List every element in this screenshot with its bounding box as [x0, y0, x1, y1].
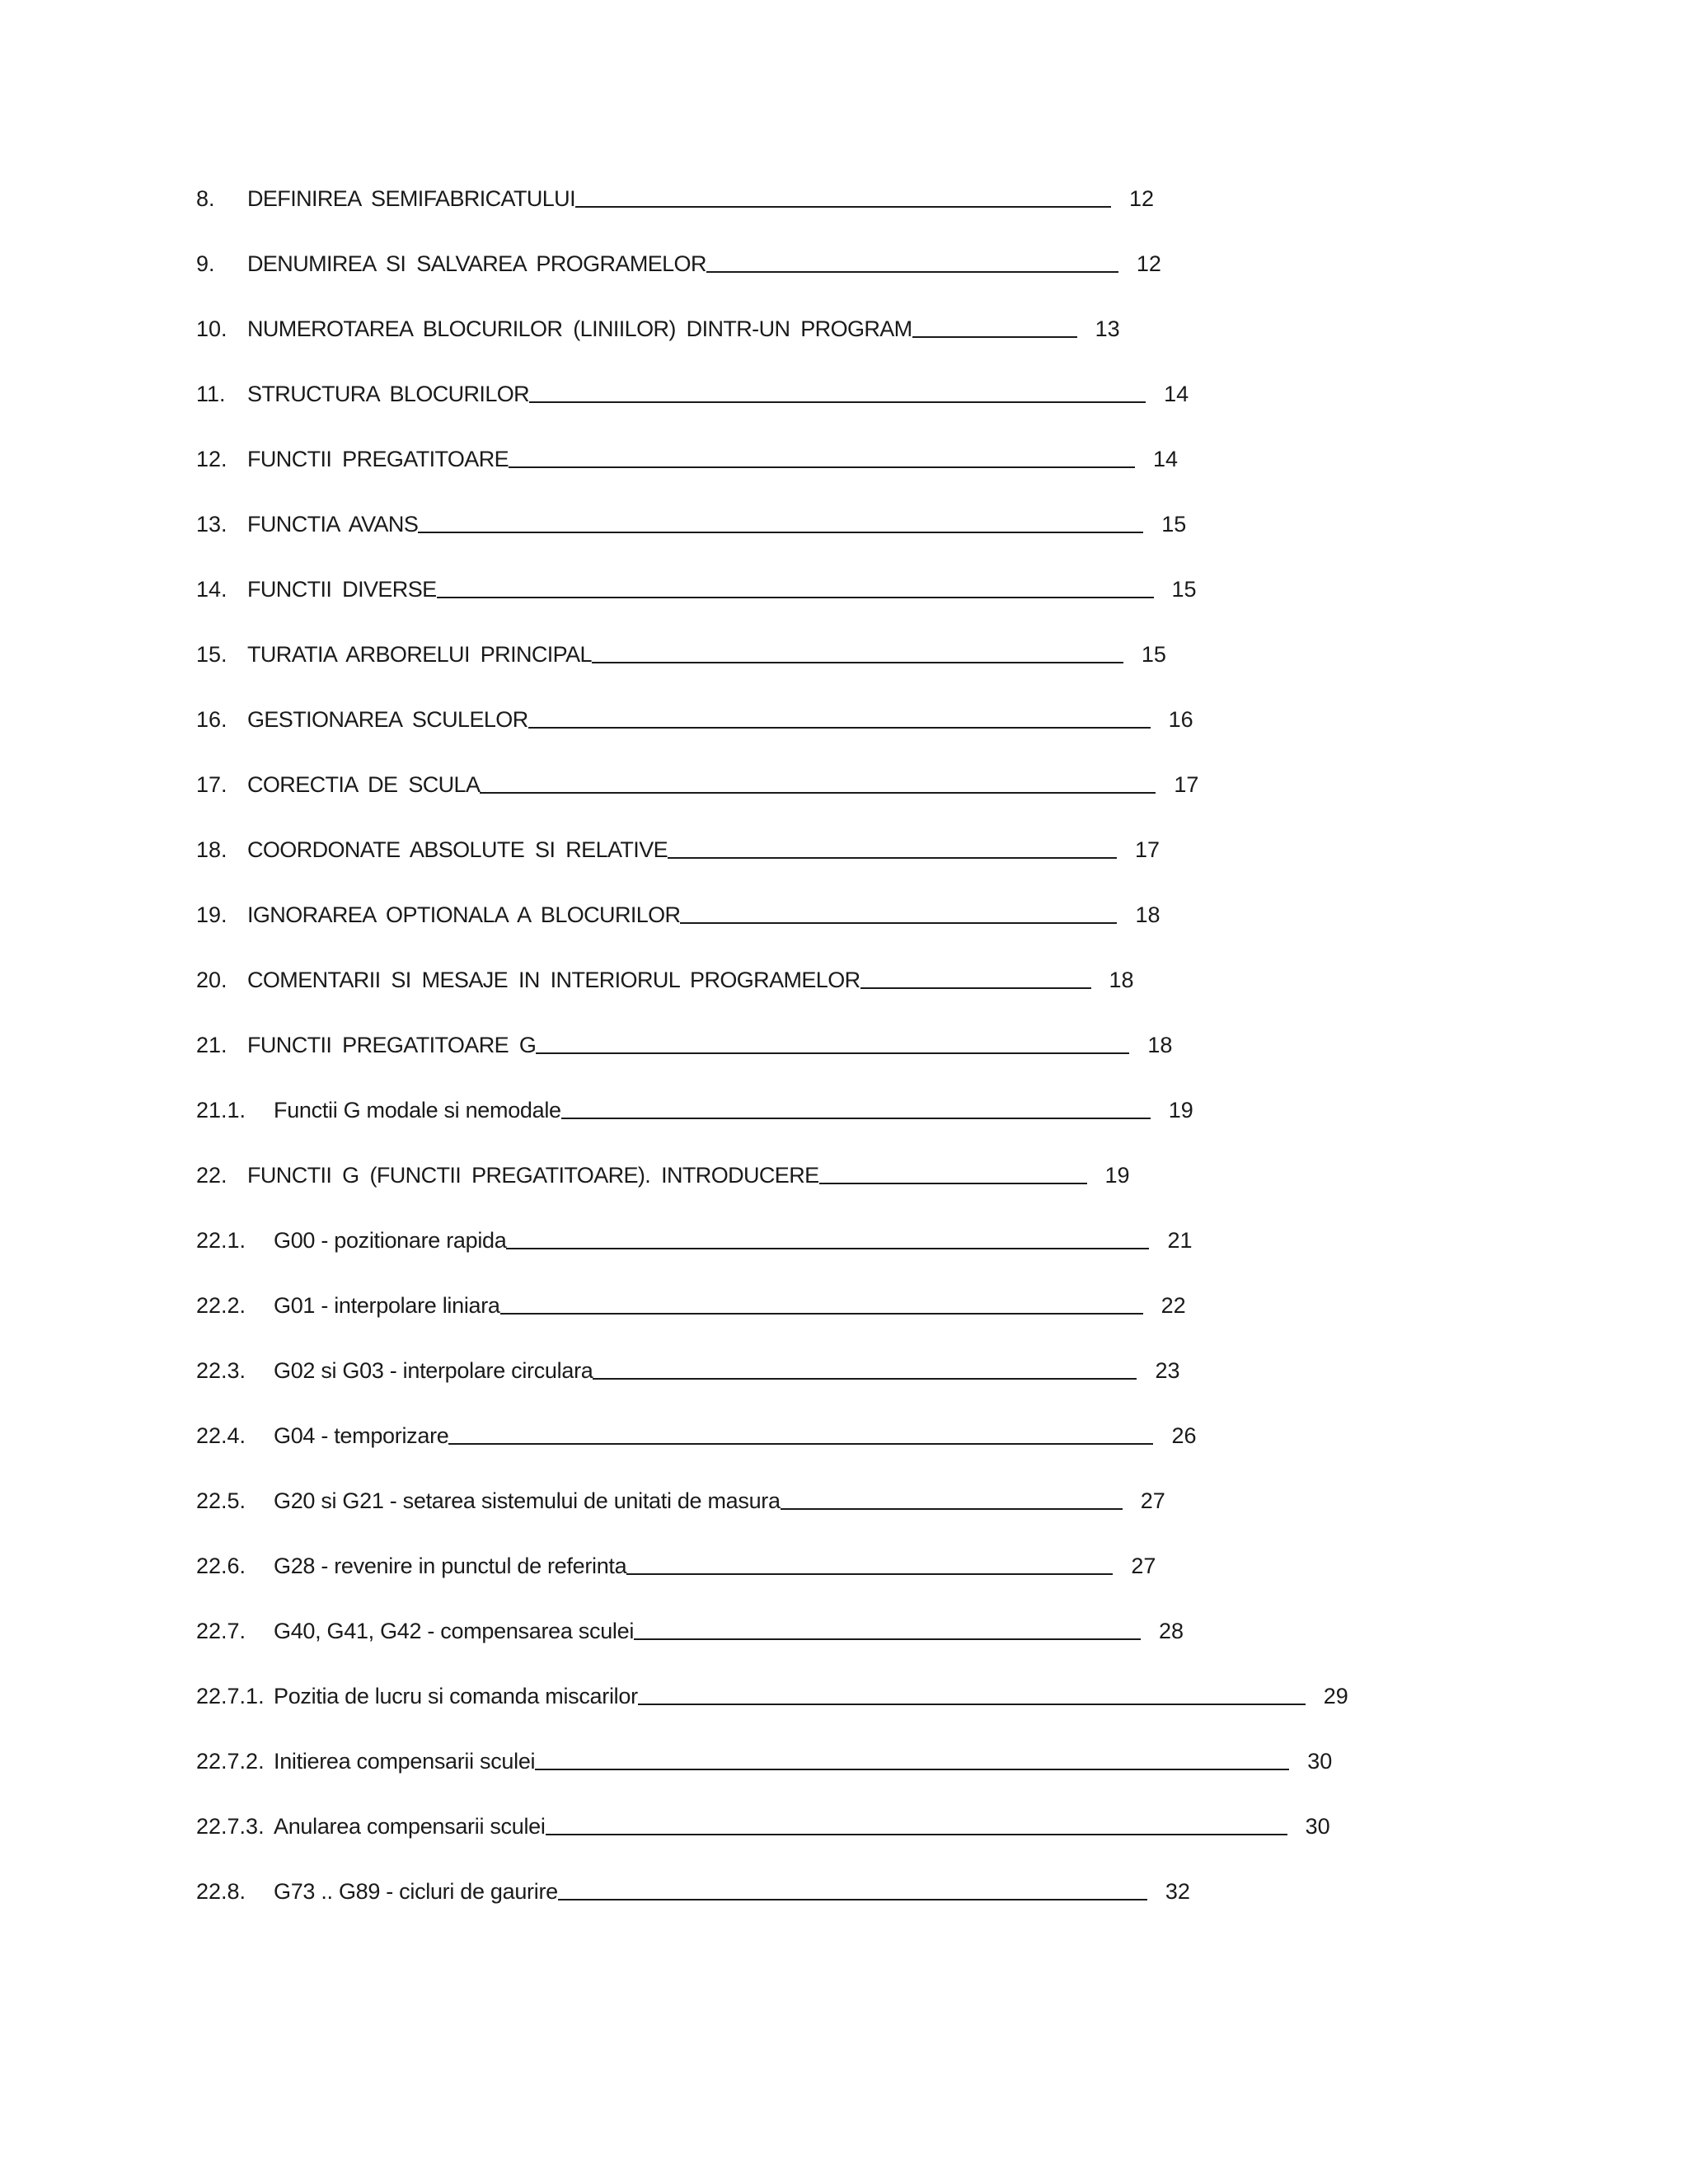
toc-entry	[196, 1816, 1647, 1881]
toc-entry	[196, 709, 1647, 774]
toc-entry-leader	[593, 1378, 1137, 1380]
toc-entry-leader	[480, 792, 1156, 794]
toc-entry	[196, 1360, 1647, 1425]
toc-entry-title: G28 - revenire in punctul de referinta	[274, 1554, 627, 1578]
toc-entry-number: 22.6.	[196, 1554, 246, 1578]
toc-entry-leader	[592, 662, 1123, 663]
toc-entry-title: DEFINIREA SEMIFABRICATULUI	[247, 186, 575, 211]
toc-entry-title: FUNCTII G (FUNCTII PREGATITOARE). INTRODUCERE	[247, 1163, 819, 1188]
toc-entry-title: Anularea compensarii sculei	[274, 1814, 546, 1839]
toc-entry-number: 16.	[196, 707, 227, 732]
toc-entry-leader	[528, 727, 1151, 729]
toc-entry-title: G02 si G03 - interpolare circulara	[274, 1358, 593, 1383]
toc-entry	[196, 1295, 1647, 1360]
toc-entry-leader	[418, 532, 1143, 533]
toc-entry-number: 22.2.	[196, 1293, 246, 1318]
toc-entry	[196, 1230, 1647, 1295]
toc-entry-page: 13	[1095, 316, 1120, 341]
toc-entry-leader	[668, 857, 1117, 859]
toc-entry	[196, 1881, 1647, 1946]
toc-entry-number: 22.7.3.	[196, 1814, 265, 1839]
toc-entry	[196, 644, 1647, 709]
toc-entry-title: G40, G41, G42 - compensarea sculei	[274, 1619, 635, 1643]
toc-entry-title: GESTIONAREA SCULELOR	[247, 707, 528, 732]
toc-entry-number: 13.	[196, 512, 227, 537]
toc-entry-title: Pozitia de lucru si comanda miscarilor	[274, 1684, 638, 1708]
toc-entry-leader	[638, 1704, 1306, 1705]
toc-entry	[196, 448, 1647, 513]
toc-entry-page: 16	[1168, 707, 1193, 732]
toc-entry	[196, 513, 1647, 579]
toc-entry-number: 10.	[196, 316, 227, 341]
toc-entry-number: 20.	[196, 968, 227, 992]
toc-entry	[196, 1034, 1647, 1099]
toc-entry-title: Functii G modale si nemodale	[274, 1098, 561, 1122]
toc-entry-title: FUNCTII PREGATITOARE G	[247, 1033, 537, 1057]
toc-entry-number: 21.	[196, 1033, 227, 1057]
toc-entry-page: 19	[1168, 1098, 1193, 1122]
toc-entry-page: 15	[1171, 577, 1197, 602]
toc-entry-leader	[535, 1769, 1289, 1770]
toc-entry-number: 11.	[196, 382, 226, 406]
toc-entry-page: 21	[1167, 1228, 1193, 1253]
toc-entry-page: 19	[1104, 1163, 1130, 1188]
toc-entry-page: 27	[1140, 1488, 1165, 1513]
toc-entry-page: 15	[1141, 642, 1166, 667]
toc-entry	[196, 318, 1647, 383]
toc-entry-leader	[781, 1508, 1123, 1510]
toc-entry	[196, 188, 1647, 253]
toc-entry-title: TURATIA ARBORELUI PRINCIPAL	[247, 642, 592, 667]
toc-entry	[196, 774, 1647, 839]
toc-entry-page: 26	[1171, 1423, 1197, 1448]
toc-entry-number: 17.	[196, 772, 227, 797]
toc-entry-leader	[529, 401, 1146, 403]
toc-entry	[196, 1425, 1647, 1490]
toc-entry-page: 30	[1307, 1749, 1333, 1774]
toc-entry-title: STRUCTURA BLOCURILOR	[247, 382, 530, 406]
toc-entry-leader	[448, 1443, 1153, 1445]
toc-entry-page: 18	[1109, 968, 1134, 992]
toc-entry-number: 8.	[196, 186, 215, 211]
toc-entry-page: 12	[1136, 251, 1161, 276]
toc-entry	[196, 579, 1647, 644]
toc-entry-number: 22.7.2.	[196, 1749, 265, 1774]
toc-entry-leader	[506, 1248, 1149, 1249]
toc-entry-number: 21.1.	[196, 1098, 246, 1122]
toc-entry-title: FUNCTII PREGATITOARE	[247, 447, 509, 471]
toc-entry-page: 15	[1161, 512, 1187, 537]
toc-entry-title: FUNCTIA AVANS	[247, 512, 419, 537]
toc-entry-leader	[575, 206, 1111, 208]
toc-entry-title: DENUMIREA SI SALVAREA PROGRAMELOR	[247, 251, 706, 276]
toc-entry-title: CORECTIA DE SCULA	[247, 772, 481, 797]
toc-entry-number: 12.	[196, 447, 227, 471]
toc-entry-page: 18	[1135, 902, 1160, 927]
toc-entry-number: 22.3.	[196, 1358, 246, 1383]
toc-entry-page: 22	[1160, 1293, 1186, 1318]
toc-entry-title: G00 - pozitionare rapida	[274, 1228, 507, 1253]
toc-entry-title: COORDONATE ABSOLUTE SI RELATIVE	[247, 837, 668, 862]
toc-entry-leader	[536, 1052, 1129, 1054]
toc-entry-title: G01 - interpolare liniara	[274, 1293, 500, 1318]
toc-entry-title: IGNORAREA OPTIONALA A BLOCURILOR	[247, 902, 681, 927]
toc-entry-title: FUNCTII DIVERSE	[247, 577, 437, 602]
toc-entry-page: 29	[1323, 1684, 1348, 1708]
toc-entry-page: 14	[1153, 447, 1179, 471]
toc-entry-title: NUMEROTAREA BLOCURILOR (LINIILOR) DINTR-UN PROGRAM	[247, 316, 912, 341]
toc-entry-leader	[500, 1313, 1143, 1315]
toc-entry	[196, 1620, 1647, 1685]
toc-entry-leader	[546, 1834, 1287, 1835]
toc-entry-page: 28	[1159, 1619, 1184, 1643]
toc-entry-number: 22.7.1.	[196, 1684, 265, 1708]
toc-entry-title: G04 - temporizare	[274, 1423, 449, 1448]
toc-entry-page: 18	[1147, 1033, 1173, 1057]
toc-entry	[196, 969, 1647, 1034]
toc-entry-leader	[437, 597, 1154, 598]
toc-entry-number: 22.7.	[196, 1619, 246, 1643]
toc-entry-page: 17	[1135, 837, 1160, 862]
toc-entry-page: 27	[1131, 1554, 1156, 1578]
toc-entry-title: G73 .. G89 - cicluri de gaurire	[274, 1879, 558, 1904]
toc-entry-number: 22.	[196, 1163, 227, 1188]
toc-entry-leader	[706, 271, 1118, 273]
toc-entry-number: 22.5.	[196, 1488, 246, 1513]
toc-entry-page: 30	[1305, 1814, 1330, 1839]
toc-entry-number: 14.	[196, 577, 227, 602]
toc-entry-leader	[860, 987, 1091, 989]
toc-entry	[196, 1555, 1647, 1620]
toc-entry-number: 22.4.	[196, 1423, 246, 1448]
toc-entry	[196, 904, 1647, 969]
toc-entry-number: 22.8.	[196, 1879, 246, 1904]
toc-entry-title: COMENTARII SI MESAJE IN INTERIORUL PROGRAMELOR	[247, 968, 860, 992]
toc-entry	[196, 1490, 1647, 1555]
toc-entry-title: Initierea compensarii sculei	[274, 1749, 536, 1774]
toc-entry-number: 9.	[196, 251, 215, 276]
toc-entry	[196, 1750, 1647, 1816]
toc-entry-number: 19.	[196, 902, 227, 927]
toc-entry-page: 14	[1164, 382, 1189, 406]
toc-entry	[196, 839, 1647, 904]
toc-entry	[196, 1685, 1647, 1750]
toc-entry-leader	[819, 1183, 1087, 1184]
toc-entry	[196, 1099, 1647, 1165]
toc-entry	[196, 383, 1647, 448]
toc-entry-leader	[680, 922, 1117, 924]
toc-entry-number: 15.	[196, 642, 227, 667]
toc-entry-leader	[509, 466, 1135, 468]
toc-entry-title: G20 si G21 - setarea sistemului de unitati de masura	[274, 1488, 781, 1513]
toc-entry-leader	[561, 1118, 1151, 1119]
toc-entry-number: 22.1.	[196, 1228, 246, 1253]
toc-entry-number: 18.	[196, 837, 227, 862]
toc-entry-leader	[634, 1638, 1141, 1640]
toc-entry-leader	[558, 1899, 1147, 1900]
table-of-contents	[196, 188, 1647, 1946]
toc-entry-page: 32	[1165, 1879, 1190, 1904]
toc-entry-page: 17	[1174, 772, 1199, 797]
toc-entry	[196, 253, 1647, 318]
toc-entry-page: 12	[1128, 186, 1155, 211]
toc-entry-page: 23	[1155, 1358, 1180, 1383]
toc-entry-leader	[912, 336, 1077, 338]
toc-entry-leader	[626, 1573, 1113, 1575]
toc-entry	[196, 1165, 1647, 1230]
